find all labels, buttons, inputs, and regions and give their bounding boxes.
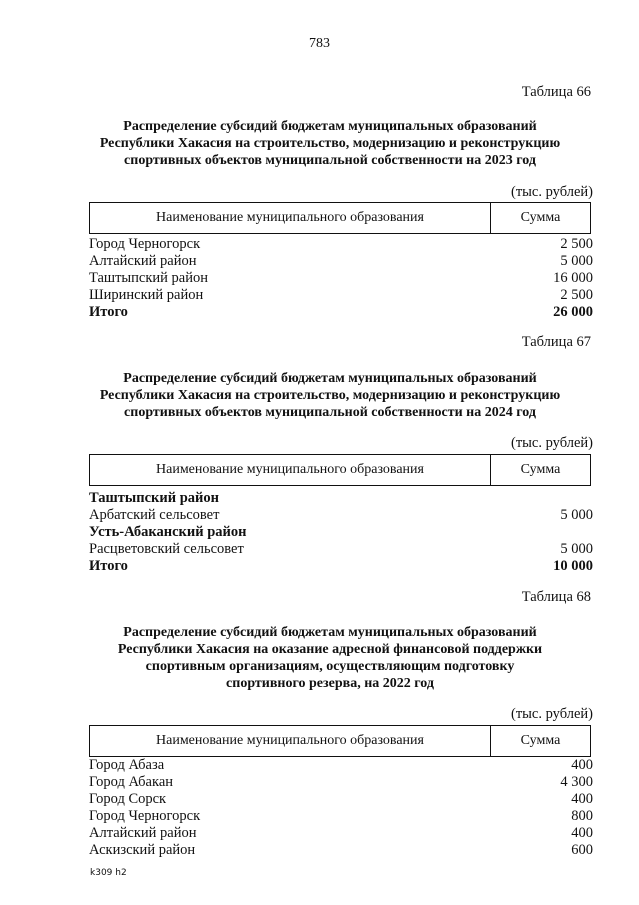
row-value: 10 000 <box>553 558 593 574</box>
unit-label: (тыс. рублей) <box>511 706 593 722</box>
row-value: 5 000 <box>560 507 593 523</box>
footer-code: k309 h2 <box>90 868 127 878</box>
table-title <box>60 118 600 169</box>
row-name: Город Черногорск <box>89 236 201 252</box>
table-rows <box>89 236 593 321</box>
table-title-line: Распределение субсидий бюджетам муниципальных образований <box>123 625 537 640</box>
table-title-line: Распределение субсидий бюджетам муниципальных образований <box>123 119 537 134</box>
table-row <box>89 757 593 774</box>
table-row <box>89 270 593 287</box>
table-title-line: спортивным организациям, осуществляющим подготовку <box>145 659 515 674</box>
table-title-line: спортивных объектов муниципальной собственности на 2023 год <box>124 153 536 168</box>
row-value: 5 000 <box>560 253 593 269</box>
row-name: Таштыпский район <box>89 270 209 286</box>
row-value: 2 500 <box>560 236 593 252</box>
header-name-column: Наименование муниципального образования <box>90 726 491 756</box>
table-row <box>89 287 593 304</box>
row-name: Город Сорск <box>89 791 167 807</box>
row-name: Арбатский сельсовет <box>89 507 220 523</box>
table-row <box>89 791 593 808</box>
row-name: Город Абакан <box>89 774 174 790</box>
header-name-column: Наименование муниципального образования <box>90 455 491 485</box>
table-row <box>89 558 593 575</box>
unit-label: (тыс. рублей) <box>511 435 593 451</box>
table-header <box>89 454 591 486</box>
row-value: 600 <box>571 842 593 858</box>
row-value: 400 <box>571 757 593 773</box>
row-name: Итого <box>89 558 128 574</box>
table-title-line: Республики Хакасия на строительство, модернизацию и реконструкцию <box>99 388 561 403</box>
table-rows <box>89 757 593 859</box>
row-name: Итого <box>89 304 128 320</box>
table-header <box>89 725 591 757</box>
row-value: 2 500 <box>560 287 593 303</box>
row-name: Город Абаза <box>89 757 165 773</box>
row-value: 400 <box>571 791 593 807</box>
table-title <box>60 370 600 421</box>
row-value: 5 000 <box>560 541 593 557</box>
row-name: Ширинский район <box>89 287 204 303</box>
table-title <box>60 624 600 692</box>
table-row <box>89 808 593 825</box>
row-name: Город Черногорск <box>89 808 201 824</box>
row-value: 16 000 <box>553 270 593 286</box>
table-label: Таблица 67 <box>521 334 591 350</box>
row-name: Расцветовский сельсовет <box>89 541 244 557</box>
table-row <box>89 524 593 541</box>
table-title-line: спортивных объектов муниципальной собственности на 2024 год <box>124 405 536 420</box>
row-name: Аскизский район <box>89 842 196 858</box>
table-row <box>89 507 593 524</box>
header-sum-column: Сумма <box>520 462 561 477</box>
table-title-line: Республики Хакасия на строительство, модернизацию и реконструкцию <box>99 136 561 151</box>
table-rows <box>89 490 593 575</box>
table-row <box>89 774 593 791</box>
table-header <box>89 202 591 234</box>
unit-label: (тыс. рублей) <box>511 184 593 200</box>
table-row <box>89 490 593 507</box>
header-name-column: Наименование муниципального образования <box>90 203 491 233</box>
row-value: 4 300 <box>560 774 593 790</box>
row-value: 26 000 <box>553 304 593 320</box>
header-sum-column: Сумма <box>520 733 561 748</box>
table-title-line: Республики Хакасия на оказание адресной финансовой поддержки <box>117 642 543 657</box>
row-value: 800 <box>571 808 593 824</box>
table-row <box>89 304 593 321</box>
table-row <box>89 236 593 253</box>
table-label: Таблица 66 <box>521 84 591 100</box>
row-name: Усть-Абаканский район <box>89 524 247 540</box>
table-row <box>89 541 593 558</box>
row-name: Алтайский район <box>89 825 197 841</box>
header-sum-column: Сумма <box>520 210 561 225</box>
table-row <box>89 842 593 859</box>
row-name: Таштыпский район <box>89 490 219 506</box>
row-value: 400 <box>571 825 593 841</box>
table-title-line: спортивного резерва, на 2022 год <box>226 676 434 691</box>
page-number: 783 <box>309 36 330 51</box>
table-label: Таблица 68 <box>521 589 591 605</box>
table-row <box>89 253 593 270</box>
row-name: Алтайский район <box>89 253 197 269</box>
table-row <box>89 825 593 842</box>
table-title-line: Распределение субсидий бюджетам муниципальных образований <box>123 371 537 386</box>
